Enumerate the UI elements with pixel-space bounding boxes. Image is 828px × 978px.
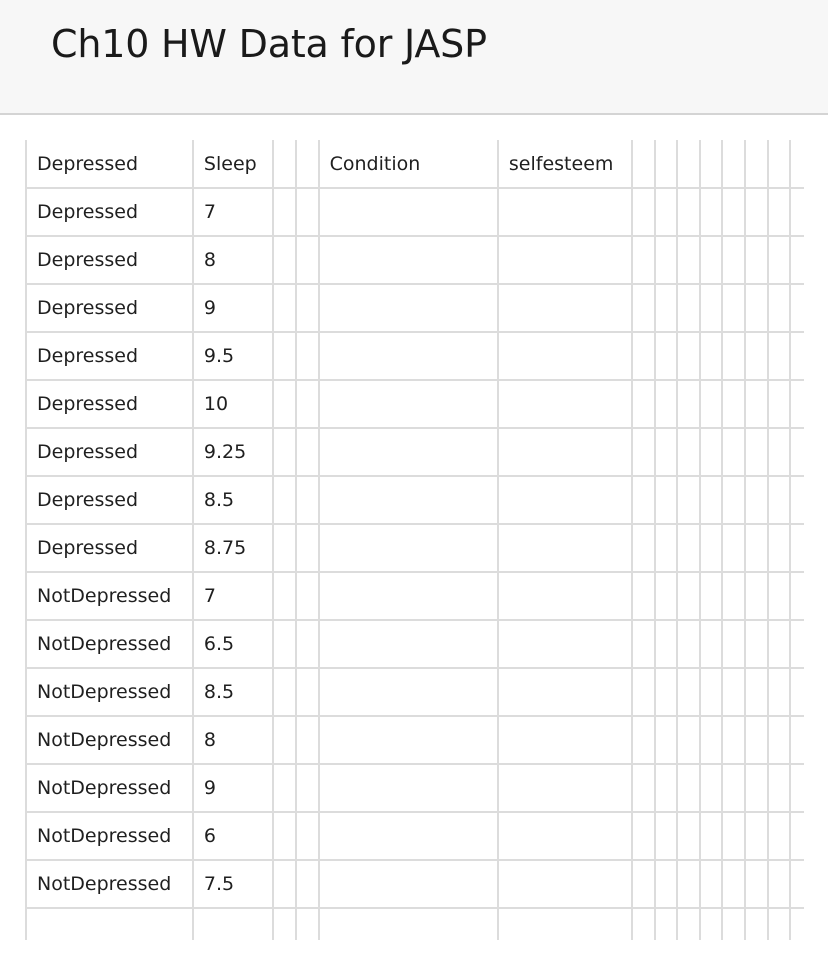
empty-cell[interactable] <box>655 236 678 284</box>
empty-cell[interactable] <box>296 524 319 572</box>
depressed-cell[interactable]: Depressed <box>26 380 193 428</box>
table-row <box>26 284 804 332</box>
empty-cell[interactable] <box>722 572 745 620</box>
empty-cell[interactable] <box>319 572 498 620</box>
table-row <box>26 428 804 476</box>
sleep-cell[interactable]: 9 <box>193 284 273 332</box>
empty-cell[interactable] <box>273 524 296 572</box>
empty-cell[interactable] <box>319 476 498 524</box>
empty-cell[interactable] <box>790 476 804 524</box>
sleep-cell[interactable]: 8 <box>193 716 273 764</box>
sleep-cell[interactable]: 7 <box>193 572 273 620</box>
empty-cell[interactable] <box>677 332 700 380</box>
document-header <box>0 0 828 115</box>
data-table <box>25 140 804 940</box>
empty-cell[interactable] <box>745 812 768 860</box>
depressed-cell[interactable]: NotDepressed <box>26 572 193 620</box>
empty-cell[interactable] <box>273 812 296 860</box>
document-title: Ch10 HW Data for JASP <box>51 22 487 66</box>
sleep-cell[interactable]: 8 <box>193 236 273 284</box>
empty-cell[interactable] <box>722 284 745 332</box>
empty-cell[interactable] <box>677 476 700 524</box>
sleep-cell[interactable]: 9 <box>193 764 273 812</box>
empty-cell[interactable] <box>700 284 723 332</box>
empty-cell[interactable] <box>296 236 319 284</box>
empty-cell[interactable] <box>319 236 498 284</box>
empty-cell[interactable] <box>722 236 745 284</box>
empty-cell[interactable] <box>498 332 632 380</box>
empty-cell[interactable] <box>768 620 791 668</box>
empty-cell[interactable] <box>296 428 319 476</box>
depressed-cell[interactable]: Depressed <box>26 476 193 524</box>
empty-cell[interactable] <box>790 812 804 860</box>
depressed-cell[interactable]: Depressed <box>26 524 193 572</box>
empty-cell[interactable] <box>790 428 804 476</box>
empty-cell[interactable] <box>632 860 655 908</box>
empty-cell[interactable] <box>700 140 723 188</box>
empty-cell[interactable] <box>319 524 498 572</box>
spreadsheet-grid[interactable] <box>25 140 805 940</box>
empty-cell[interactable] <box>722 716 745 764</box>
empty-cell[interactable] <box>745 524 768 572</box>
empty-cell[interactable] <box>768 716 791 764</box>
empty-cell[interactable] <box>498 572 632 620</box>
empty-cell[interactable] <box>296 188 319 236</box>
empty-cell[interactable] <box>768 380 791 428</box>
empty-cell[interactable] <box>273 716 296 764</box>
empty-cell[interactable] <box>498 668 632 716</box>
empty-cell[interactable] <box>745 908 768 940</box>
empty-cell[interactable] <box>790 236 804 284</box>
empty-cell[interactable] <box>768 140 791 188</box>
empty-cell[interactable] <box>768 860 791 908</box>
empty-cell[interactable] <box>700 620 723 668</box>
depressed-cell[interactable]: Depressed <box>26 428 193 476</box>
table-row <box>26 620 804 668</box>
empty-cell[interactable] <box>632 332 655 380</box>
depressed-cell[interactable]: Depressed <box>26 188 193 236</box>
empty-cell[interactable] <box>655 620 678 668</box>
empty-cell[interactable] <box>296 140 319 188</box>
table-row <box>26 188 804 236</box>
depressed-cell[interactable]: NotDepressed <box>26 668 193 716</box>
empty-cell[interactable] <box>319 380 498 428</box>
empty-cell[interactable] <box>273 380 296 428</box>
column-header-cell[interactable]: Depressed <box>26 140 193 188</box>
table-row <box>26 332 804 380</box>
empty-cell[interactable] <box>296 332 319 380</box>
empty-cell[interactable] <box>296 716 319 764</box>
empty-cell[interactable] <box>700 764 723 812</box>
empty-cell[interactable] <box>655 764 678 812</box>
empty-cell[interactable] <box>655 428 678 476</box>
column-header-cell[interactable]: selfesteem <box>498 140 632 188</box>
empty-cell[interactable] <box>632 572 655 620</box>
empty-cell[interactable] <box>319 860 498 908</box>
empty-cell[interactable] <box>745 380 768 428</box>
empty-cell[interactable] <box>768 428 791 476</box>
sleep-cell[interactable]: 8.75 <box>193 524 273 572</box>
empty-cell[interactable] <box>319 716 498 764</box>
empty-cell[interactable] <box>722 764 745 812</box>
empty-cell[interactable] <box>632 140 655 188</box>
empty-cell[interactable] <box>677 188 700 236</box>
table-row <box>26 380 804 428</box>
empty-cell[interactable] <box>677 380 700 428</box>
empty-cell[interactable] <box>722 860 745 908</box>
empty-cell[interactable] <box>790 716 804 764</box>
empty-cell[interactable] <box>790 620 804 668</box>
table-row <box>26 716 804 764</box>
empty-cell[interactable] <box>722 188 745 236</box>
empty-cell[interactable] <box>677 620 700 668</box>
empty-cell[interactable] <box>655 188 678 236</box>
empty-cell[interactable] <box>655 860 678 908</box>
empty-cell[interactable] <box>677 524 700 572</box>
empty-cell[interactable] <box>768 284 791 332</box>
empty-cell[interactable] <box>768 524 791 572</box>
empty-cell[interactable] <box>193 908 273 940</box>
depressed-cell[interactable]: NotDepressed <box>26 764 193 812</box>
empty-cell[interactable] <box>768 812 791 860</box>
empty-cell[interactable] <box>790 572 804 620</box>
empty-cell[interactable] <box>700 332 723 380</box>
empty-cell[interactable] <box>498 860 632 908</box>
depressed-cell[interactable]: NotDepressed <box>26 620 193 668</box>
table-row <box>26 236 804 284</box>
empty-cell[interactable] <box>273 908 296 940</box>
depressed-cell[interactable]: Depressed <box>26 284 193 332</box>
empty-cell[interactable] <box>319 668 498 716</box>
empty-cell[interactable] <box>632 716 655 764</box>
empty-cell[interactable] <box>722 380 745 428</box>
empty-cell[interactable] <box>790 284 804 332</box>
empty-cell[interactable] <box>790 140 804 188</box>
empty-cell[interactable] <box>296 668 319 716</box>
empty-cell[interactable] <box>768 572 791 620</box>
empty-cell[interactable] <box>632 620 655 668</box>
empty-cell[interactable] <box>498 620 632 668</box>
empty-cell[interactable] <box>498 284 632 332</box>
empty-cell[interactable] <box>768 476 791 524</box>
sleep-cell[interactable]: 9.25 <box>193 428 273 476</box>
empty-cell[interactable] <box>655 476 678 524</box>
empty-cell[interactable] <box>498 236 632 284</box>
empty-cell[interactable] <box>790 764 804 812</box>
empty-cell[interactable] <box>722 908 745 940</box>
empty-cell[interactable] <box>273 332 296 380</box>
empty-cell[interactable] <box>745 860 768 908</box>
empty-cell[interactable] <box>677 428 700 476</box>
empty-cell[interactable] <box>655 908 678 940</box>
empty-cell[interactable] <box>273 140 296 188</box>
empty-cell[interactable] <box>319 428 498 476</box>
empty-cell[interactable] <box>273 476 296 524</box>
empty-cell[interactable] <box>722 140 745 188</box>
empty-cell[interactable] <box>655 716 678 764</box>
empty-cell[interactable] <box>498 812 632 860</box>
empty-cell[interactable] <box>296 476 319 524</box>
empty-cell[interactable] <box>677 572 700 620</box>
empty-cell[interactable] <box>632 380 655 428</box>
empty-cell[interactable] <box>632 476 655 524</box>
depressed-cell[interactable]: Depressed <box>26 236 193 284</box>
empty-cell[interactable] <box>296 284 319 332</box>
empty-cell[interactable] <box>677 812 700 860</box>
empty-cell[interactable] <box>722 668 745 716</box>
empty-cell[interactable] <box>722 524 745 572</box>
empty-cell[interactable] <box>319 188 498 236</box>
empty-cell[interactable] <box>498 380 632 428</box>
empty-cell[interactable] <box>655 380 678 428</box>
sleep-cell[interactable]: 6 <box>193 812 273 860</box>
empty-cell[interactable] <box>632 188 655 236</box>
empty-cell[interactable] <box>655 524 678 572</box>
sleep-cell[interactable]: 6.5 <box>193 620 273 668</box>
header-row <box>26 140 804 188</box>
table-row <box>26 524 804 572</box>
empty-cell[interactable] <box>655 140 678 188</box>
table-row <box>26 860 804 908</box>
empty-cell[interactable] <box>498 476 632 524</box>
empty-cell[interactable] <box>745 188 768 236</box>
empty-cell[interactable] <box>768 764 791 812</box>
empty-cell[interactable] <box>498 428 632 476</box>
empty-cell[interactable] <box>677 764 700 812</box>
empty-cell[interactable] <box>655 284 678 332</box>
empty-cell[interactable] <box>700 572 723 620</box>
empty-cell[interactable] <box>677 668 700 716</box>
empty-cell[interactable] <box>700 524 723 572</box>
empty-cell[interactable] <box>632 668 655 716</box>
empty-cell[interactable] <box>632 236 655 284</box>
empty-cell[interactable] <box>700 860 723 908</box>
empty-cell[interactable] <box>745 140 768 188</box>
empty-cell[interactable] <box>677 236 700 284</box>
empty-cell[interactable] <box>745 428 768 476</box>
empty-cell[interactable] <box>768 188 791 236</box>
empty-cell[interactable] <box>296 860 319 908</box>
empty-cell[interactable] <box>319 812 498 860</box>
empty-cell[interactable] <box>632 764 655 812</box>
depressed-cell[interactable]: NotDepressed <box>26 716 193 764</box>
empty-cell[interactable] <box>498 908 632 940</box>
empty-cell[interactable] <box>273 764 296 812</box>
empty-cell[interactable] <box>498 764 632 812</box>
sleep-cell[interactable]: 7 <box>193 188 273 236</box>
empty-cell[interactable] <box>677 140 700 188</box>
table-row <box>26 572 804 620</box>
empty-cell[interactable] <box>790 332 804 380</box>
empty-cell[interactable] <box>273 428 296 476</box>
empty-cell[interactable] <box>745 716 768 764</box>
table-row <box>26 764 804 812</box>
empty-cell[interactable] <box>632 284 655 332</box>
empty-cell[interactable] <box>273 668 296 716</box>
empty-cell[interactable] <box>768 236 791 284</box>
empty-cell[interactable] <box>722 812 745 860</box>
empty-cell[interactable] <box>722 428 745 476</box>
empty-cell[interactable] <box>273 620 296 668</box>
empty-cell[interactable] <box>790 668 804 716</box>
empty-cell[interactable] <box>677 284 700 332</box>
empty-cell[interactable] <box>700 908 723 940</box>
empty-cell[interactable] <box>296 620 319 668</box>
empty-cell[interactable] <box>722 620 745 668</box>
depressed-cell[interactable]: NotDepressed <box>26 812 193 860</box>
sleep-cell[interactable]: 8.5 <box>193 668 273 716</box>
empty-cell[interactable] <box>273 572 296 620</box>
table-row <box>26 908 804 940</box>
empty-cell[interactable] <box>26 908 193 940</box>
empty-cell[interactable] <box>319 620 498 668</box>
depressed-cell[interactable]: NotDepressed <box>26 860 193 908</box>
empty-cell[interactable] <box>790 380 804 428</box>
empty-cell[interactable] <box>790 908 804 940</box>
empty-cell[interactable] <box>655 332 678 380</box>
empty-cell[interactable] <box>319 284 498 332</box>
depressed-cell[interactable]: Depressed <box>26 332 193 380</box>
sleep-cell[interactable]: 10 <box>193 380 273 428</box>
empty-cell[interactable] <box>296 380 319 428</box>
empty-cell[interactable] <box>722 332 745 380</box>
empty-cell[interactable] <box>498 524 632 572</box>
table-row <box>26 476 804 524</box>
table-row <box>26 812 804 860</box>
empty-cell[interactable] <box>700 476 723 524</box>
empty-cell[interactable] <box>745 764 768 812</box>
empty-cell[interactable] <box>700 236 723 284</box>
empty-cell[interactable] <box>677 908 700 940</box>
empty-cell[interactable] <box>273 860 296 908</box>
empty-cell[interactable] <box>700 812 723 860</box>
empty-cell[interactable] <box>745 284 768 332</box>
empty-cell[interactable] <box>319 332 498 380</box>
empty-cell[interactable] <box>632 428 655 476</box>
empty-cell[interactable] <box>745 236 768 284</box>
table-row <box>26 668 804 716</box>
column-header-cell[interactable]: Condition <box>319 140 498 188</box>
empty-cell[interactable] <box>632 524 655 572</box>
sleep-cell[interactable]: 9.5 <box>193 332 273 380</box>
empty-cell[interactable] <box>655 572 678 620</box>
empty-cell[interactable] <box>296 908 319 940</box>
empty-cell[interactable] <box>700 668 723 716</box>
empty-cell[interactable] <box>700 428 723 476</box>
empty-cell[interactable] <box>790 524 804 572</box>
empty-cell[interactable] <box>700 188 723 236</box>
empty-cell[interactable] <box>296 812 319 860</box>
empty-cell[interactable] <box>790 188 804 236</box>
empty-cell[interactable] <box>655 668 678 716</box>
empty-cell[interactable] <box>319 764 498 812</box>
empty-cell[interactable] <box>655 812 678 860</box>
empty-cell[interactable] <box>632 812 655 860</box>
empty-cell[interactable] <box>296 572 319 620</box>
empty-cell[interactable] <box>745 476 768 524</box>
empty-cell[interactable] <box>677 716 700 764</box>
empty-cell[interactable] <box>745 668 768 716</box>
empty-cell[interactable] <box>745 572 768 620</box>
empty-cell[interactable] <box>319 908 498 940</box>
column-header-cell[interactable]: Sleep <box>193 140 273 188</box>
empty-cell[interactable] <box>790 860 804 908</box>
empty-cell[interactable] <box>632 908 655 940</box>
empty-cell[interactable] <box>768 908 791 940</box>
empty-cell[interactable] <box>273 236 296 284</box>
empty-cell[interactable] <box>273 284 296 332</box>
empty-cell[interactable] <box>296 764 319 812</box>
empty-cell[interactable] <box>498 716 632 764</box>
sleep-cell[interactable]: 7.5 <box>193 860 273 908</box>
empty-cell[interactable] <box>768 668 791 716</box>
sleep-cell[interactable]: 8.5 <box>193 476 273 524</box>
empty-cell[interactable] <box>745 332 768 380</box>
empty-cell[interactable] <box>700 716 723 764</box>
empty-cell[interactable] <box>498 188 632 236</box>
empty-cell[interactable] <box>768 332 791 380</box>
empty-cell[interactable] <box>700 380 723 428</box>
empty-cell[interactable] <box>722 476 745 524</box>
empty-cell[interactable] <box>677 860 700 908</box>
empty-cell[interactable] <box>745 620 768 668</box>
empty-cell[interactable] <box>273 188 296 236</box>
